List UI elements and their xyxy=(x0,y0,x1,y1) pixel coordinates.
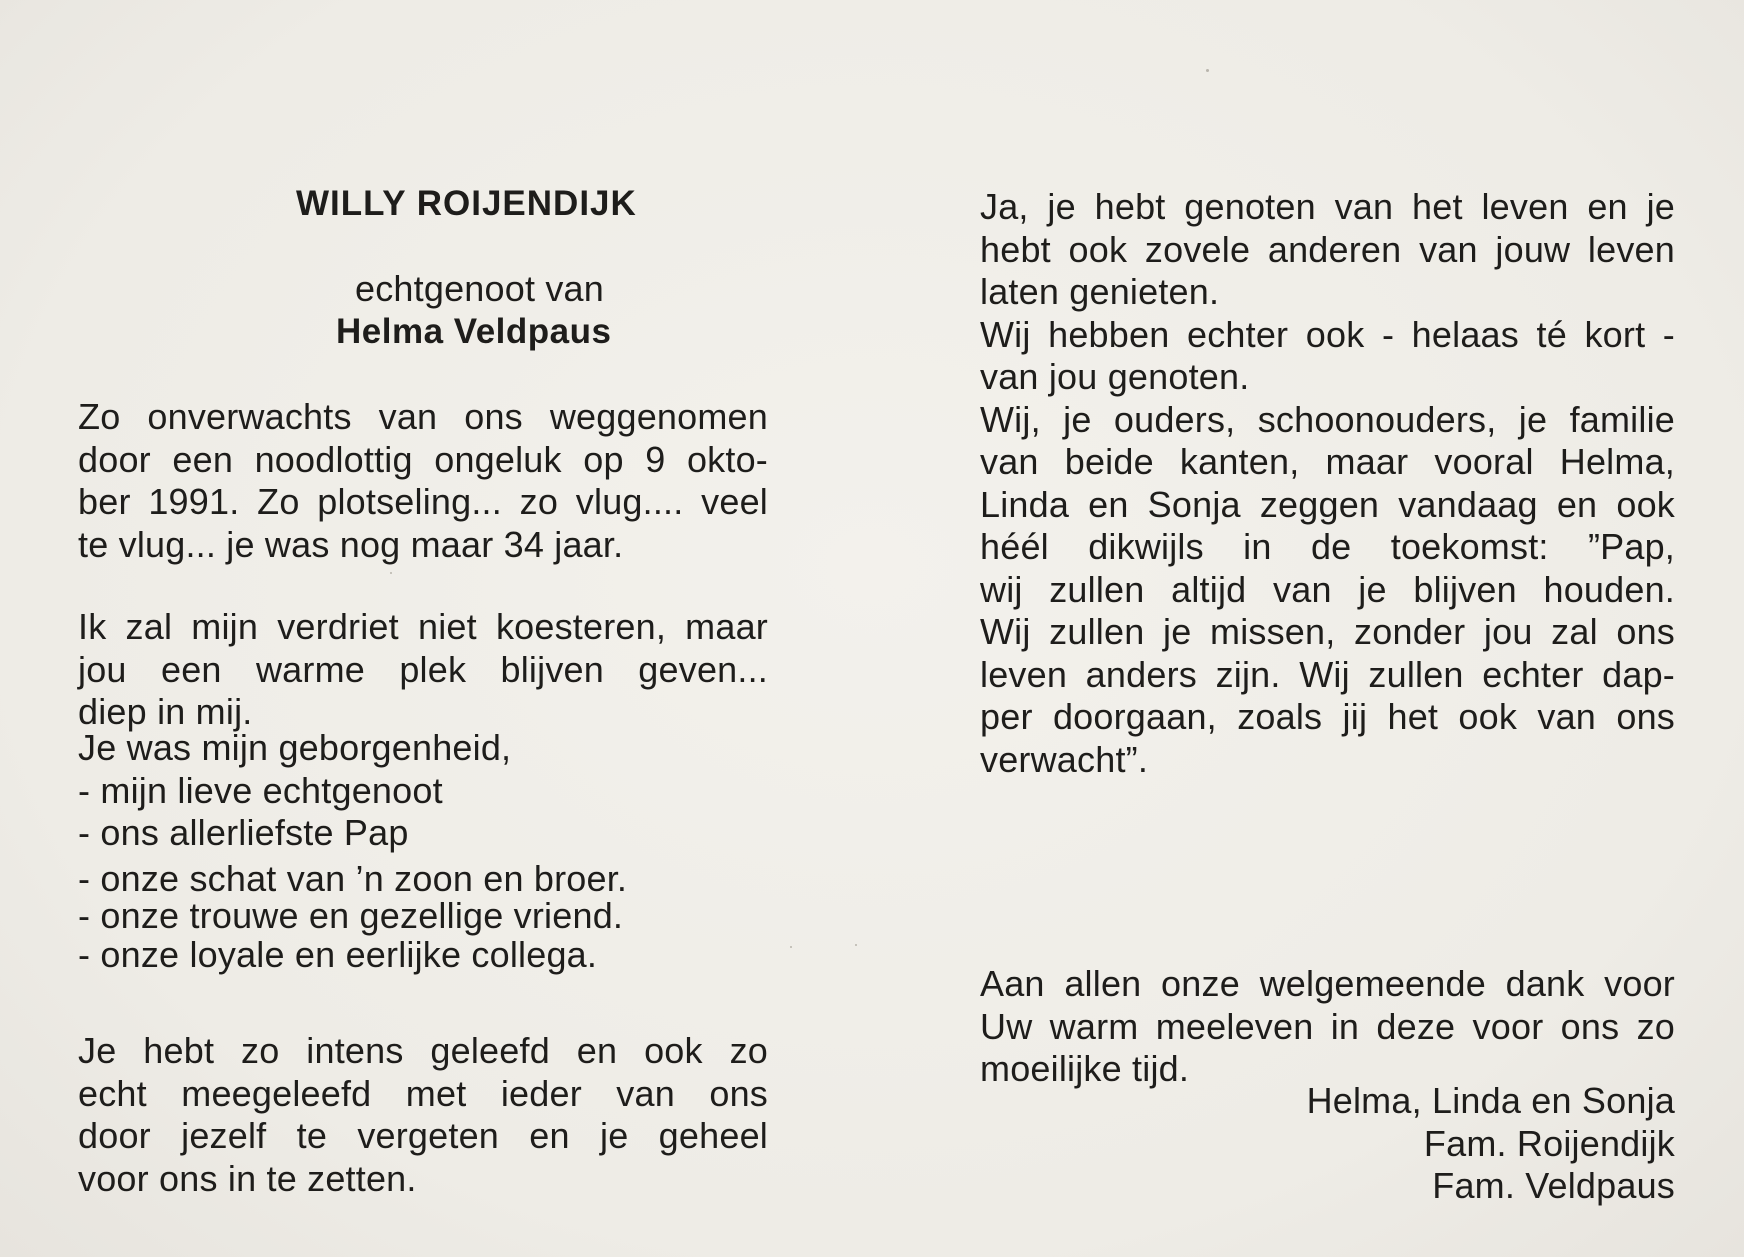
text-line: Ik zal mijn verdriet niet koesteren, maar xyxy=(78,606,768,647)
text-line: wij zullen altijd van je blijven houden. xyxy=(980,568,1675,610)
text-line: Ja, je hebt genoten van het leven en je xyxy=(980,186,1675,227)
text-line: te vlug... je was nog maar 34 jaar. xyxy=(78,523,624,565)
text-line: Zo onverwachts van ons weggenomen xyxy=(78,396,768,437)
text-line: jou een warme plek blijven geven... xyxy=(78,648,768,690)
text-line: diep in mij. xyxy=(78,691,253,732)
text-line: Wij hebben echter ook - helaas té kort - xyxy=(980,313,1675,355)
deceased-name: WILLY ROIJENDIJK xyxy=(296,184,637,223)
text-line: Je hebt zo intens geleefd en ook zo xyxy=(78,1030,768,1071)
thanks-paragraph xyxy=(980,963,1675,1091)
relation-label: echtgenoot van xyxy=(355,268,604,309)
text-line: Uw warm meeleven in deze voor ons zo xyxy=(980,1005,1675,1047)
paper-speck xyxy=(855,944,857,946)
text-line: moeilijke tijd. xyxy=(980,1048,1190,1089)
text-line: van beide kanten, maar vooral Helma, xyxy=(980,441,1675,482)
spouse-name: Helma Veldpaus xyxy=(336,312,612,351)
text-line: door jezelf te vergeten en je geheel xyxy=(78,1115,768,1156)
text-line: héél dikwijls in de toekomst: ”Pap, xyxy=(980,526,1675,567)
list-item: - ons allerliefste Pap xyxy=(78,812,409,853)
signature-line: Fam. Roijendijk xyxy=(1423,1122,1675,1164)
text-line: door een noodlottig ongeluk op 9 okto- xyxy=(78,438,768,480)
grief-paragraph xyxy=(78,606,768,734)
signature-line: Helma, Linda en Sonja xyxy=(1306,1080,1675,1121)
text-line: hebt ook zovele anderen van jouw leven xyxy=(980,228,1675,270)
text-line: Aan allen onze welgemeende dank voor xyxy=(980,963,1675,1004)
paper-speck xyxy=(790,946,792,948)
text-line: leven anders zijn. Wij zullen echter dap- xyxy=(980,653,1675,695)
text-line: voor ons in te zetten. xyxy=(78,1157,417,1199)
text-line: laten genieten. xyxy=(980,271,1220,312)
closing-paragraph xyxy=(78,1030,768,1200)
text-line: per doorgaan, zoals jij het ook van ons xyxy=(980,696,1675,737)
signature-line: Fam. Veldpaus xyxy=(1432,1165,1675,1206)
signatures xyxy=(980,1080,1675,1208)
paper-speck xyxy=(1206,69,1209,72)
text-line: Wij zullen je missen, zonder jou zal ons xyxy=(980,611,1675,652)
list-item: - onze trouwe en gezellige vriend. xyxy=(78,895,624,936)
list-item: Je was mijn geborgenheid, xyxy=(78,727,512,768)
text-line: verwacht”. xyxy=(980,738,1149,780)
list-item: - onze schat van ’n zoon en broer. xyxy=(78,857,628,899)
list-item: - onze loyale en eerlijke collega. xyxy=(78,933,598,975)
roles-list xyxy=(78,727,627,976)
paper-speck xyxy=(390,572,392,574)
text-line: Wij, je ouders, schoonouders, je familie xyxy=(980,398,1675,440)
tribute-paragraph xyxy=(980,186,1675,781)
list-item: - mijn lieve echtgenoot xyxy=(78,769,443,811)
text-line: ber 1991. Zo plotseling... zo vlug.... veel xyxy=(78,481,768,522)
text-line: Linda en Sonja zeggen vandaag en ook xyxy=(980,483,1675,525)
text-line: van jou genoten. xyxy=(980,356,1250,397)
intro-paragraph xyxy=(78,396,768,566)
text-line: echt meegeleefd met ieder van ons xyxy=(78,1072,768,1114)
